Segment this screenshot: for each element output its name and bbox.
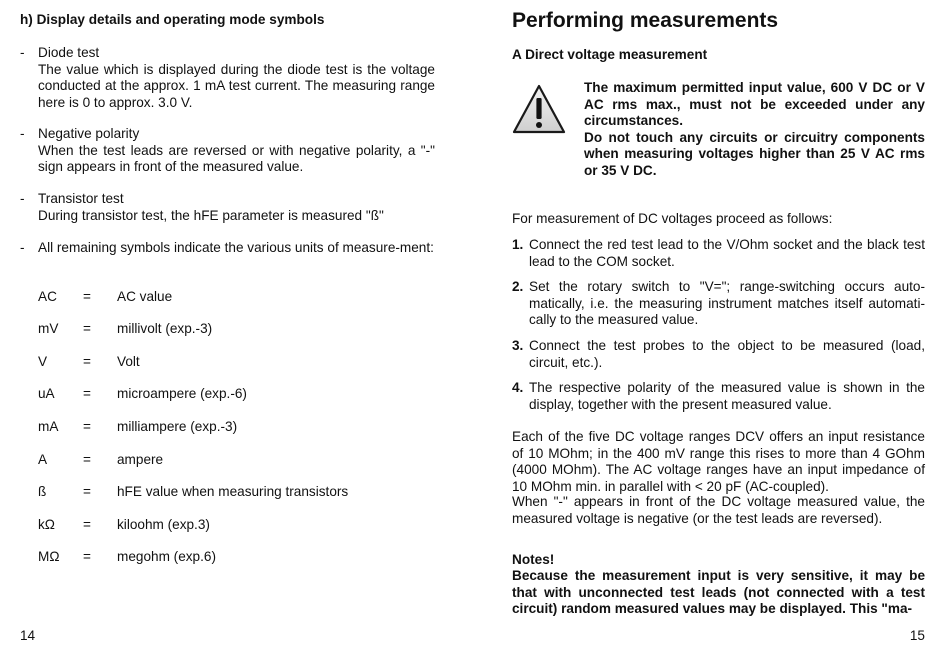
bullet-remaining-symbols: [20, 240, 435, 274]
equals-sign: =: [83, 517, 91, 532]
page-number-right: 15: [909, 628, 925, 643]
page-number-left: 14: [20, 628, 36, 643]
step-number: 3.: [512, 338, 524, 353]
symbol: mA: [38, 419, 59, 434]
symbol-row: [38, 289, 418, 306]
warning-text: [584, 80, 925, 179]
symbol-row: [38, 386, 418, 403]
bullet-title: All remaining symbols indicate the various units of measure-ment:: [38, 240, 434, 255]
bullet-dash: -: [20, 45, 25, 60]
symbol-description: AC value: [117, 289, 173, 304]
step-text: Set the rotary switch to "V="; range-switching occurs auto-matically, i.e. the measuring instrument matches itself automati-cally to the measured value.: [529, 279, 925, 327]
bullet-negative-polarity: [20, 126, 435, 176]
bullet-dash: -: [20, 191, 25, 206]
symbol-description: Volt: [117, 354, 140, 369]
symbol-description: microampere (exp.-6): [117, 386, 247, 401]
warning-triangle-icon: [512, 84, 566, 134]
symbol: kΩ: [38, 517, 55, 532]
bullet-body: When the test leads are reversed or with negative polarity, a "-" sign appears in front of the measured value.: [38, 142, 435, 174]
step-number: 1.: [512, 237, 524, 252]
equals-sign: =: [83, 289, 91, 304]
symbol-description: kiloohm (exp.3): [117, 517, 210, 532]
symbol-description: megohm (exp.6): [117, 549, 216, 564]
bullet-title: Negative polarity: [38, 126, 140, 141]
symbol-description: hFE value when measuring transistors: [117, 484, 349, 499]
bullet-body: During transistor test, the hFE parameter is measured "ß": [38, 207, 384, 223]
equals-sign: =: [83, 484, 91, 499]
symbol-row: [38, 354, 418, 371]
symbol-row: [38, 321, 418, 338]
bullet-transistor-test: [20, 191, 435, 225]
step-text: Connect the test probes to the object to be measured (load, circuit, etc.).: [529, 338, 925, 370]
warning-line: Do not touch any circuits or circuitry components when measuring voltages higher than 25 V AC rms or 35 V DC.: [584, 129, 925, 178]
equals-sign: =: [83, 549, 91, 564]
notes-text: Because the measurement input is very sensitive, it may be that with unconnected test leads (not connected with a test circuit) random measured values may be displayed. This "ma-: [512, 568, 925, 616]
step-number: 4.: [512, 380, 524, 395]
equals-sign: =: [83, 321, 91, 336]
symbol-description: millivolt (exp.-3): [117, 321, 213, 336]
symbol: V: [38, 354, 48, 369]
equals-sign: =: [83, 386, 91, 401]
bullet-dash: -: [20, 126, 25, 141]
notes-heading: Notes!: [512, 552, 555, 567]
intro-text: For measurement of DC voltages proceed as follows:: [512, 211, 833, 226]
symbol-row: [38, 452, 418, 469]
symbol-row: [38, 419, 418, 436]
symbol: mV: [38, 321, 59, 336]
bullet-title: Diode test: [38, 45, 100, 60]
symbol: ß: [38, 484, 47, 499]
section-heading: h) Display details and operating mode symbols: [20, 12, 325, 27]
symbol-description: ampere: [117, 452, 164, 467]
symbol-description: milliampere (exp.-3): [117, 419, 238, 434]
warning-line: The maximum permitted input value, 600 V DC or V AC rms max., must not be exceeded under any circumstances.: [584, 80, 925, 128]
polarity-paragraph: When "-" appears in front of the DC voltage measured value, the measured voltage is negative (or the test leads are reversed).: [512, 494, 925, 526]
bullet-title: Transistor test: [38, 191, 124, 206]
step-text: The respective polarity of the measured value is shown in the display, together with the present measured value.: [529, 380, 925, 412]
symbol-row: [38, 484, 418, 501]
subsection-heading: A Direct voltage measurement: [512, 47, 708, 62]
symbol-row: [38, 549, 418, 566]
symbol: MΩ: [38, 549, 60, 564]
bullet-body: The value which is displayed during the diode test is the voltage conducted at the approx. 1 mA test current. The measuring range here is 0 to approx. 3.0 V.: [38, 61, 435, 110]
symbol: uA: [38, 386, 55, 401]
resistance-paragraph: Each of the five DC voltage ranges DCV offers an input resistance of 10 MOhm; in the 400 mV range this rises to more than 4 GOhm (4000 MOhm). The AC voltage ranges have an input impedance of 10 MOhm min. in parallel with < 20 pF (AC-coupled).: [512, 429, 925, 494]
symbol: A: [38, 452, 48, 467]
step-number: 2.: [512, 279, 524, 294]
equals-sign: =: [83, 452, 91, 467]
symbol-row: [38, 517, 418, 534]
equals-sign: =: [83, 354, 91, 369]
equals-sign: =: [83, 419, 91, 434]
page-title: Performing measurements: [512, 9, 779, 32]
bullet-dash: -: [20, 240, 25, 255]
bullet-diode-test: [20, 45, 435, 115]
step-text: Connect the red test lead to the V/Ohm socket and the black test lead to the COM socket.: [529, 237, 925, 269]
symbol: AC: [38, 289, 57, 304]
